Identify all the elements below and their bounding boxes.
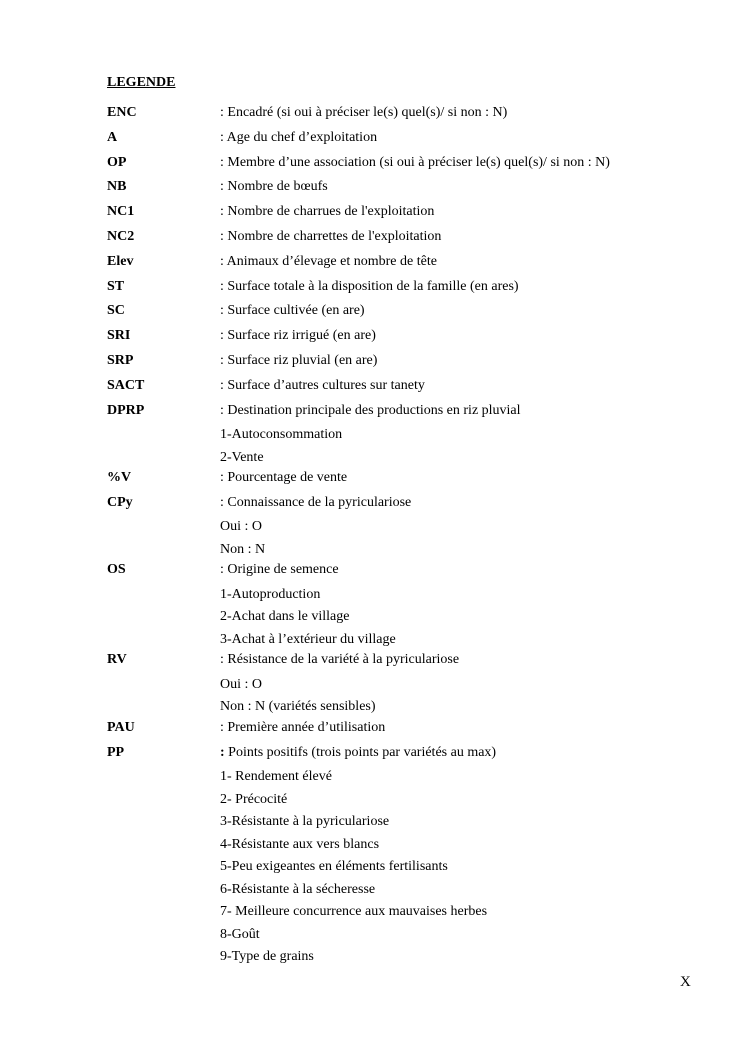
legend-code: ST xyxy=(107,278,125,294)
legend-code: SRI xyxy=(107,328,131,344)
legend-description: : Surface riz pluvial (en are) xyxy=(220,352,378,368)
legend-code: Elev xyxy=(107,253,134,269)
legend-entry xyxy=(107,719,727,744)
legend-description: : Pourcentage de vente xyxy=(220,470,348,486)
legend-code: PAU xyxy=(107,719,135,735)
legend-sub-option: Oui : O xyxy=(220,519,262,535)
legend-sub-option: 6-Résistante à la sécheresse xyxy=(220,881,376,897)
legend-code: OS xyxy=(107,562,126,578)
legend-sub-option: 3-Résistante à la pyriculariose xyxy=(220,814,390,830)
legend-sub-option: 7- Meilleure concurrence aux mauvaises herbes xyxy=(220,904,488,920)
legend-description: : Nombre de charrettes de l'exploitation xyxy=(220,228,442,244)
legend-sub-options xyxy=(220,516,265,561)
legend-description: : Connaissance de la pyriculariose xyxy=(220,494,412,510)
legend-description: : Surface totale à la disposition de la famille (en ares) xyxy=(220,278,519,294)
legend-sub-options xyxy=(220,584,396,652)
legend-entry xyxy=(107,253,727,278)
legend-sub-options xyxy=(220,766,487,969)
legend-sub-option: 2-Vente xyxy=(220,449,264,465)
legend-entry xyxy=(107,104,727,129)
legend-sub-option: 8-Goût xyxy=(220,926,260,942)
legend-entry xyxy=(107,327,727,352)
legend-code: DPRP xyxy=(107,402,145,418)
legend-description: : Nombre de charrues de l'exploitation xyxy=(220,204,435,220)
legend-sub-option: 9-Type de grains xyxy=(220,949,314,965)
page-number: X xyxy=(680,974,691,990)
legend-description: : Destination principale des productions en riz pluvial xyxy=(220,402,521,418)
legend-entry xyxy=(107,228,727,253)
legend-description: : Encadré (si oui à préciser le(s) quel(s)/ si non : N) xyxy=(220,105,508,120)
legend-description: : Surface d’autres cultures sur tanety xyxy=(220,377,425,393)
legend-entry xyxy=(107,561,727,651)
legend-title: LEGENDE xyxy=(107,75,176,90)
legend-entries xyxy=(107,104,727,969)
legend-code: RV xyxy=(107,652,127,668)
legend-sub-option: Oui : O xyxy=(220,676,262,692)
legend-description: : Résistance de la variété à la pyriculariose xyxy=(220,652,460,668)
legend-entry xyxy=(107,651,727,719)
legend-sub-option: 3-Achat à l’extérieur du village xyxy=(220,631,396,647)
legend-code: OP xyxy=(107,154,127,170)
legend-code: ENC xyxy=(107,105,137,120)
legend-entry xyxy=(107,129,727,154)
legend-entry xyxy=(107,278,727,303)
legend-sub-option: 2- Précocité xyxy=(220,791,288,807)
legend-description-text: Points positifs (trois points par variétés au max) xyxy=(224,744,497,760)
legend-description: : Membre d’une association (si oui à préciser le(s) quel(s)/ si non : N) xyxy=(220,154,610,170)
legend-code: SC xyxy=(107,303,125,319)
legend-entry xyxy=(107,352,727,377)
legend-code: NB xyxy=(107,179,127,195)
legend-entry xyxy=(107,203,727,228)
legend-description: : Nombre de bœufs xyxy=(220,179,328,195)
legend-entry xyxy=(107,154,727,179)
legend-description: : Surface cultivée (en are) xyxy=(220,303,365,319)
legend-code: PP xyxy=(107,744,125,760)
legend-entry xyxy=(107,377,727,402)
legend-code: SACT xyxy=(107,377,145,393)
legend-sub-option: 1- Rendement élevé xyxy=(220,769,332,785)
legend-description xyxy=(220,744,496,762)
legend-description: : Origine de semence xyxy=(220,562,339,578)
legend-code: NC2 xyxy=(107,228,135,244)
legend-sub-option: Non : N xyxy=(220,541,266,557)
legend-entry xyxy=(107,469,727,494)
legend-description-prefix: : xyxy=(220,744,225,760)
legend-entry xyxy=(107,494,727,562)
legend-entry xyxy=(107,178,727,203)
legend-description: : Age du chef d’exploitation xyxy=(220,129,378,145)
legend-description: : Surface riz irrigué (en are) xyxy=(220,328,376,344)
legend-sub-options xyxy=(220,424,342,469)
legend-sub-option: 4-Résistante aux vers blancs xyxy=(220,836,380,852)
legend-entry xyxy=(107,402,727,470)
legend-sub-options xyxy=(220,674,376,719)
legend-description: : Première année d’utilisation xyxy=(220,719,386,735)
legend-sub-option: 2-Achat dans le village xyxy=(220,609,350,625)
legend-sub-option: 1-Autoconsommation xyxy=(220,427,343,443)
legend-code: %V xyxy=(107,470,132,486)
legend-sub-option: 1-Autoproduction xyxy=(220,586,321,602)
legend-entry xyxy=(107,302,727,327)
legend-sub-option: Non : N (variétés sensibles) xyxy=(220,699,376,715)
legend-entry xyxy=(107,744,727,969)
legend-description: : Animaux d’élevage et nombre de tête xyxy=(220,253,437,269)
legend-code: A xyxy=(107,129,118,145)
legend-sub-option: 5-Peu exigeantes en éléments fertilisants xyxy=(220,859,448,875)
legend-code: NC1 xyxy=(107,204,135,220)
legend-code: SRP xyxy=(107,352,134,368)
legend-code: CPy xyxy=(107,494,133,510)
